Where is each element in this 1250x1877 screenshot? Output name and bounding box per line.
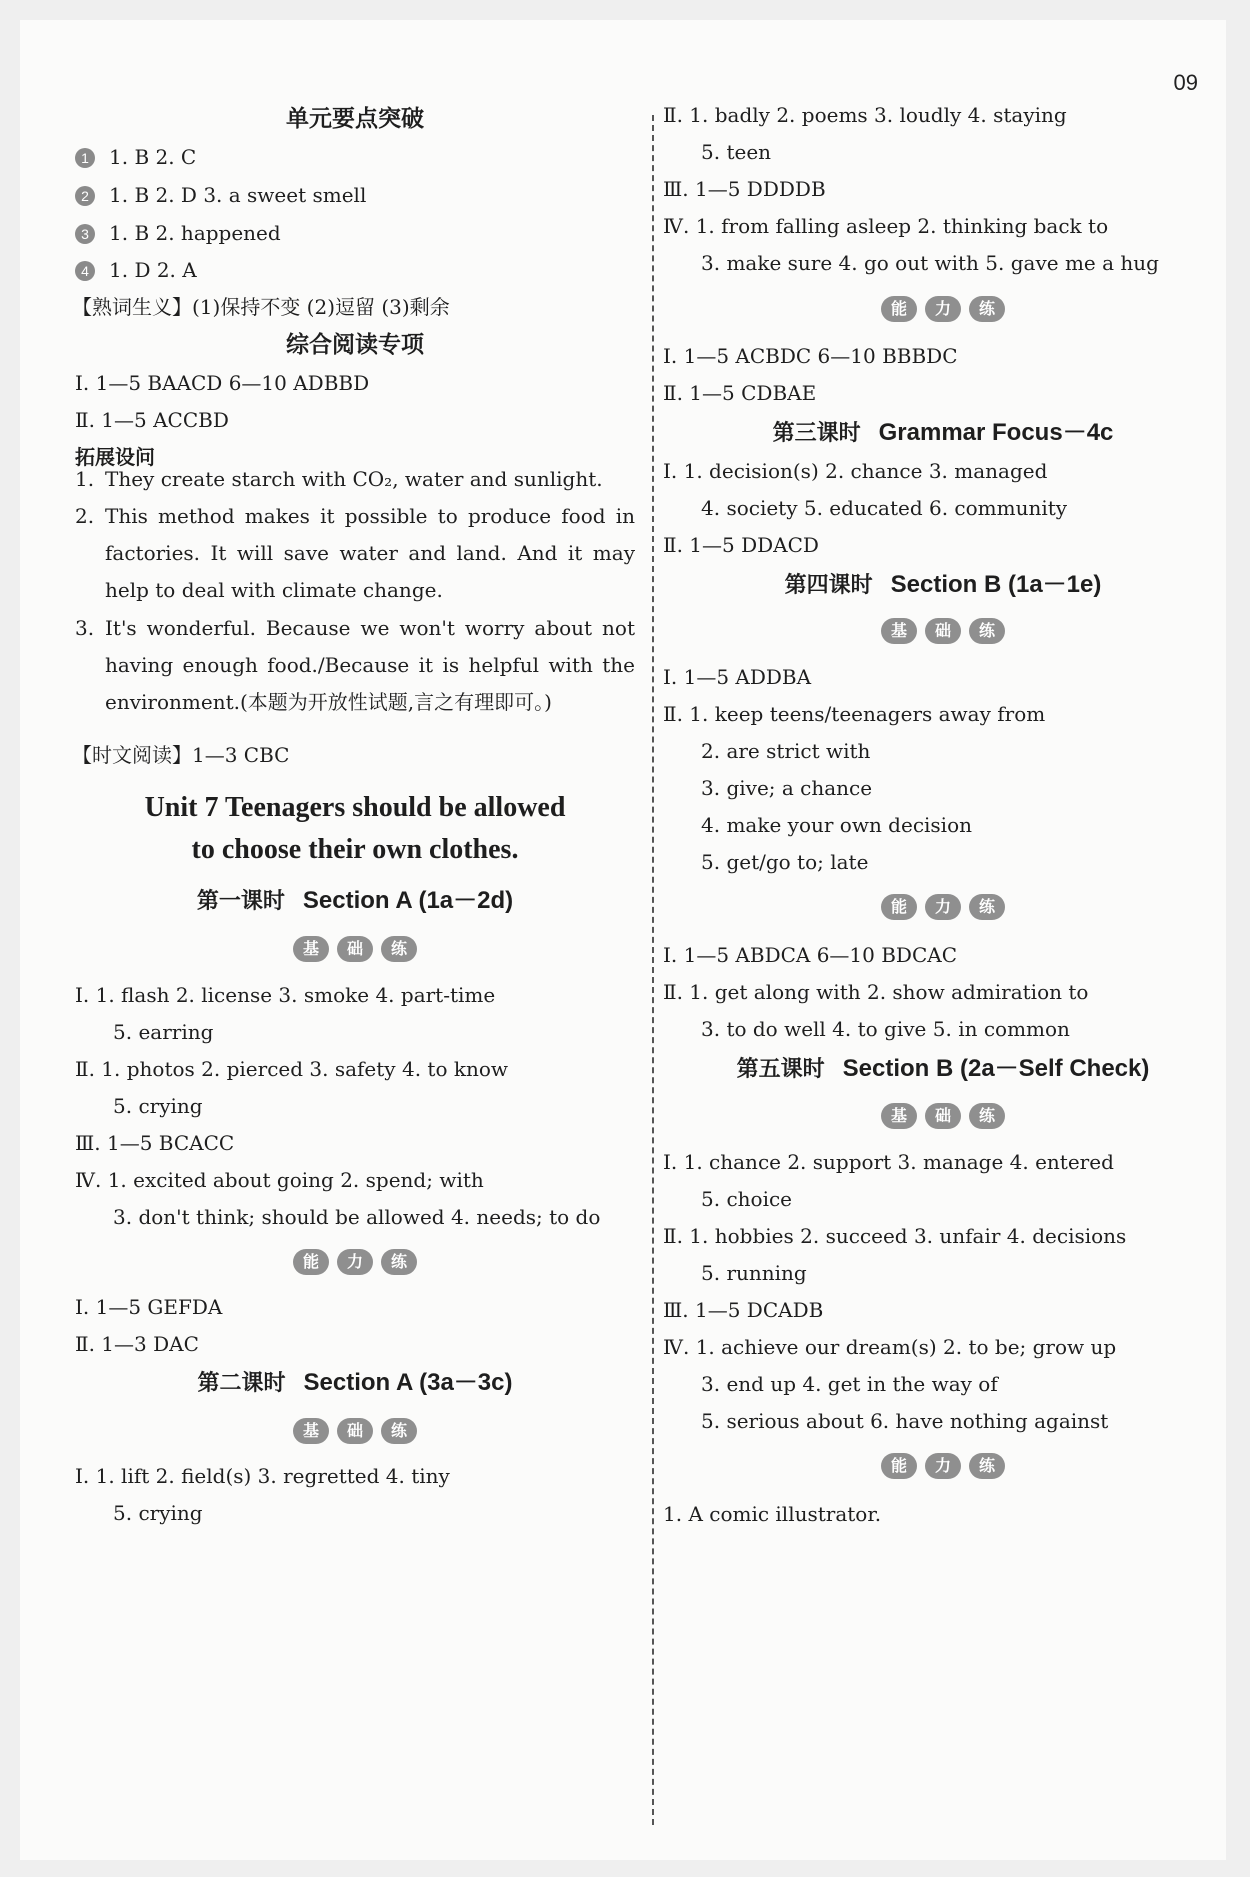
answer-line: Ⅰ. 1—5 ACBDC 6—10 BBBDC — [663, 344, 958, 368]
answer-line: 5. earring — [113, 1020, 214, 1044]
answer-line: 3. end up 4. get in the way of — [701, 1372, 998, 1396]
extension-answer-2: 2. This method makes it possible to produce food in factories. It will save water and land. And it may help to deal with climate change. — [75, 504, 635, 602]
answer-line: 3. to do well 4. to give 5. in common — [701, 1017, 1070, 1041]
answer-line: Ⅳ. 1. achieve our dream(s) 2. to be; grow up — [663, 1335, 1117, 1359]
answer-line: Ⅰ. 1—5 GEFDA — [75, 1295, 223, 1319]
answer-line: 3. don't think; should be allowed 4. needs; to do — [113, 1205, 601, 1229]
current-affairs-reading: 【时文阅读】1—3 CBC — [72, 743, 290, 767]
answer-line: 5. serious about 6. have nothing against — [701, 1409, 1109, 1433]
section-title-key-points: 单元要点突破 — [286, 105, 424, 132]
key-point-item-4: 4 1. D 2. A — [75, 254, 197, 286]
answer-line: 4. society 5. educated 6. community — [701, 496, 1068, 520]
answer-line: Ⅰ. 1. lift 2. field(s) 3. regretted 4. tiny — [75, 1464, 450, 1488]
answer-line: Ⅱ. 1. keep teens/teenagers away from — [663, 702, 1046, 726]
answer-line: 5. crying — [113, 1094, 203, 1118]
basic-practice-badge: 基 础 练 — [75, 1418, 635, 1452]
familiar-words-new-meanings: 【熟词生义】(1)保持不变 (2)逗留 (3)剩余 — [72, 295, 450, 319]
unit-title-line-1: Unit 7 Teenagers should be allowed — [144, 792, 566, 823]
answer-line: 1. A comic illustrator. — [663, 1502, 882, 1526]
answer-line: Ⅱ. 1. badly 2. poems 3. loudly 4. staying — [663, 103, 1067, 127]
key-point-item-2: 2 1. B 2. D 3. a sweet smell — [75, 179, 366, 211]
answer-line: Ⅳ. 1. from falling asleep 2. thinking back to — [663, 214, 1109, 238]
ability-practice-badge: 能 力 练 — [663, 1453, 1223, 1487]
lesson-3-title: 第三课时 Grammar Focus－4c — [772, 419, 1114, 446]
answer-line: Ⅰ. 1. flash 2. license 3. smoke 4. part-time — [75, 983, 496, 1007]
answer-line: 4. make your own decision — [701, 813, 972, 837]
key-point-item-3: 3 1. B 2. happened — [75, 217, 281, 249]
reading-answer-line: Ⅱ. 1—5 ACCBD — [75, 408, 229, 432]
answer-line: 5. teen — [701, 140, 772, 164]
lesson-2-title: 第二课时 Section A (3a－3c) — [197, 1369, 513, 1396]
extension-answer-1: 1. They create starch with CO₂, water and sunlight. — [75, 467, 603, 491]
answer-line: Ⅲ. 1—5 DCADB — [663, 1298, 824, 1322]
column-divider — [652, 115, 654, 1825]
answer-line: Ⅱ. 1. hobbies 2. succeed 3. unfair 4. decisions — [663, 1224, 1127, 1248]
ability-practice-badge: 能 力 练 — [663, 296, 1223, 330]
circle-number-icon: 4 — [75, 261, 95, 281]
ability-practice-badge: 能 力 练 — [75, 1249, 635, 1283]
answer-line: Ⅱ. 1—5 DDACD — [663, 533, 819, 557]
answer-line: Ⅱ. 1. get along with 2. show admiration to — [663, 980, 1089, 1004]
extension-questions-title: 拓展设问 — [75, 445, 155, 469]
answer-line: 2. are strict with — [701, 739, 871, 763]
answer-line: 3. give; a chance — [701, 776, 873, 800]
basic-practice-badge: 基 础 练 — [663, 618, 1223, 652]
lesson-1-title: 第一课时 Section A (1a－2d) — [196, 887, 514, 914]
answer-line: Ⅲ. 1—5 BCACC — [75, 1131, 235, 1155]
circle-number-icon: 1 — [75, 148, 95, 168]
key-point-item-1: 1 1. B 2. C — [75, 141, 196, 173]
answer-line: 5. choice — [701, 1187, 792, 1211]
answer-line: Ⅲ. 1—5 DDDDB — [663, 177, 826, 201]
extension-answer-3: 3. It's wonderful. Because we won't worry about not having enough food./Because it is helpful with the environment.(本题为开放性试题,言之有理即可。) — [75, 616, 635, 714]
lesson-4-title: 第四课时 Section B (1a－1e) — [784, 571, 1102, 598]
answer-line: Ⅰ. 1—5 ABDCA 6—10 BDCAC — [663, 943, 958, 967]
section-title-reading: 综合阅读专项 — [286, 331, 424, 358]
answer-line: 3. make sure 4. go out with 5. gave me a hug — [701, 251, 1159, 275]
ability-practice-badge: 能 力 练 — [663, 894, 1223, 928]
answer-line: Ⅱ. 1—5 CDBAE — [663, 381, 817, 405]
answer-line: Ⅱ. 1. photos 2. pierced 3. safety 4. to know — [75, 1057, 508, 1081]
answer-line: Ⅱ. 1—3 DAC — [75, 1332, 199, 1356]
answer-line: 5. crying — [113, 1501, 203, 1525]
reading-answer-line: Ⅰ. 1—5 BAACD 6—10 ADBBD — [75, 371, 370, 395]
answer-line: 5. running — [701, 1261, 807, 1285]
answer-line: Ⅰ. 1. decision(s) 2. chance 3. managed — [663, 459, 1048, 483]
answer-line: 5. get/go to; late — [701, 850, 869, 874]
answer-page — [20, 20, 1226, 1860]
circle-number-icon: 2 — [75, 186, 95, 206]
lesson-5-title: 第五课时 Section B (2a－Self Check) — [736, 1055, 1150, 1082]
page-number: 09 — [1173, 70, 1198, 95]
basic-practice-badge: 基 础 练 — [663, 1103, 1223, 1137]
answer-line: Ⅳ. 1. excited about going 2. spend; with — [75, 1168, 484, 1192]
circle-number-icon: 3 — [75, 224, 95, 244]
unit-title-line-2: to choose their own clothes. — [191, 834, 519, 865]
basic-practice-badge: 基 础 练 — [75, 936, 635, 970]
answer-line: Ⅰ. 1—5 ADDBA — [663, 665, 812, 689]
answer-line: Ⅰ. 1. chance 2. support 3. manage 4. entered — [663, 1150, 1114, 1174]
